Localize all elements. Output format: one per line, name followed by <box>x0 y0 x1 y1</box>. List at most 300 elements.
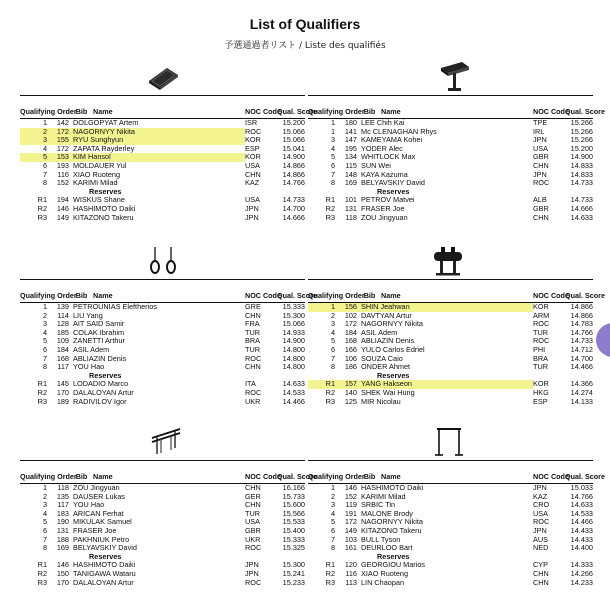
table-row <box>20 544 305 553</box>
qual-score: 14.274 <box>570 388 593 397</box>
table-row <box>20 119 305 128</box>
order-cell: R3 <box>325 397 335 406</box>
order-cell: 4 <box>42 509 47 518</box>
qual-score: 14.800 <box>282 345 305 354</box>
table-row <box>20 510 305 519</box>
bib-cell: 161 <box>344 544 357 553</box>
athlete-name: BELYAVSKIY David <box>73 544 137 553</box>
order-cell: 1 <box>330 484 335 492</box>
athlete-name: YULO Carlos Edriel <box>361 345 425 354</box>
table-row <box>308 320 593 329</box>
bib-cell: 166 <box>344 345 357 354</box>
bib-cell: 180 <box>344 119 357 127</box>
qualifier-table-horizontal-bar <box>308 460 605 587</box>
noc-code: CHN <box>245 311 261 320</box>
table-row <box>308 398 593 407</box>
order-cell: 1 <box>330 119 335 127</box>
order-cell: 7 <box>42 354 47 363</box>
bib-cell: 131 <box>344 204 357 213</box>
table-row <box>308 153 593 162</box>
athlete-name: KARIMI Milad <box>73 179 118 188</box>
qual-score: 14.700 <box>570 354 593 363</box>
order-cell: R1 <box>325 196 335 205</box>
noc-code: CYP <box>533 561 549 570</box>
qualifier-table-pommel-horse <box>308 279 605 406</box>
athlete-name: DALALOYAN Artur <box>73 388 134 397</box>
athlete-name: KARIMI Milad <box>361 492 406 501</box>
order-cell: 3 <box>330 320 335 329</box>
qual-score: 14.833 <box>570 161 593 170</box>
bib-cell: 168 <box>56 354 69 363</box>
noc-code: JPN <box>245 561 259 570</box>
bib-cell: 103 <box>344 535 357 544</box>
col-header-noc: NOC Code <box>245 472 281 481</box>
order-cell: R3 <box>325 578 335 587</box>
order-cell: 5 <box>330 153 335 162</box>
noc-code: HKG <box>533 388 549 397</box>
bib-cell: 169 <box>56 544 69 553</box>
order-cell: R3 <box>325 213 335 222</box>
col-header-bib: Bib <box>75 472 88 481</box>
qual-score: 15.325 <box>282 544 305 553</box>
bib-cell: 141 <box>344 127 357 136</box>
order-cell: 2 <box>20 128 50 137</box>
qual-score: 14.783 <box>570 320 593 329</box>
noc-code: ROC <box>245 544 262 553</box>
qual-score: 14.866 <box>570 311 593 320</box>
order-cell: R1 <box>308 380 338 389</box>
bib-cell: 185 <box>56 328 69 337</box>
athlete-name: NAGORNYY Nikita <box>72 128 245 137</box>
bib-cell: 172 <box>56 144 69 153</box>
bib-cell: 135 <box>56 492 69 501</box>
col-header-order: Qualifying Order <box>308 291 365 300</box>
table-row <box>20 380 305 389</box>
athlete-name: RADIVILOV Igor <box>73 397 127 406</box>
order-cell: 4 <box>330 328 335 337</box>
order-cell: 3 <box>42 501 47 510</box>
qual-score: 14.833 <box>570 170 593 179</box>
table-row <box>308 493 593 502</box>
col-header-order: Qualifying Order <box>20 107 77 116</box>
athlete-name: HASHIMOTO Daiki <box>73 561 136 570</box>
noc-code: NED <box>533 544 549 553</box>
noc-code: KAZ <box>533 492 548 501</box>
qual-score: 16.166 <box>282 484 305 492</box>
athlete-name: MIKULAK Samuel <box>73 518 132 527</box>
bib-cell: 114 <box>57 311 69 320</box>
col-header-score: Qual. Score <box>277 107 317 116</box>
athlete-name: LIU Yang <box>73 311 103 320</box>
col-header-bib: Bib <box>363 107 376 116</box>
athlete-name: YOU Hao <box>73 501 105 510</box>
noc-code: JPN <box>533 170 547 179</box>
table-header <box>20 95 317 119</box>
table-row <box>308 510 593 519</box>
qual-score: 15.200 <box>282 119 305 127</box>
noc-code: TUR <box>533 363 548 372</box>
noc-code: USA <box>245 161 261 170</box>
qual-score: 14.800 <box>282 363 305 372</box>
table-row <box>308 312 593 321</box>
bib-cell: 153 <box>50 153 72 162</box>
table-row <box>308 355 593 364</box>
bib-cell: 146 <box>56 561 69 570</box>
noc-code: TUR <box>245 345 260 354</box>
col-header-order: Qualifying Order <box>20 472 77 481</box>
table-row <box>20 493 305 502</box>
qual-score: 15.333 <box>282 303 305 311</box>
col-header-bib: Bib <box>363 291 376 300</box>
bib-cell: 142 <box>56 119 69 127</box>
qual-score: 15.233 <box>282 578 305 587</box>
bib-cell: 131 <box>56 526 69 535</box>
bib-cell: 149 <box>344 526 357 535</box>
athlete-name: KITAZONO Takeru <box>361 526 422 535</box>
qual-score: 14.466 <box>282 397 305 406</box>
table-row <box>20 355 305 364</box>
qual-score: 14.633 <box>282 380 305 389</box>
table-row <box>20 329 305 338</box>
table-row <box>308 544 593 553</box>
bib-cell: 195 <box>344 144 357 153</box>
order-cell: 8 <box>330 363 335 372</box>
order-cell: 7 <box>42 170 47 179</box>
noc-code: USA <box>245 196 261 205</box>
order-cell: 1 <box>42 303 47 311</box>
athlete-name: KITAZONO Takeru <box>73 213 134 222</box>
qual-score: 14.133 <box>570 397 593 406</box>
order-cell: 5 <box>330 518 335 527</box>
athlete-name: YOU Hao <box>73 363 105 372</box>
athlete-name: ONDER Ahmet <box>361 363 411 372</box>
bib-cell: 170 <box>56 578 69 587</box>
bib-cell: 194 <box>56 196 69 205</box>
bib-cell: 186 <box>344 363 357 372</box>
table-row <box>20 346 305 355</box>
bib-cell: 172 <box>344 320 357 329</box>
col-header-score: Qual. Score <box>565 107 605 116</box>
bib-cell: 125 <box>344 397 357 406</box>
noc-code: CRO <box>533 501 550 510</box>
noc-code: JPN <box>533 136 547 145</box>
table-row <box>20 389 305 398</box>
order-cell: 2 <box>330 311 335 320</box>
bib-cell: 172 <box>50 128 72 137</box>
noc-code: KOR <box>533 380 549 389</box>
qual-score: 14.233 <box>570 578 593 587</box>
athlete-name: DALALOYAN Artur <box>73 578 134 587</box>
table-header <box>20 279 317 303</box>
order-cell: 8 <box>330 179 335 188</box>
col-header-noc: NOC Code <box>533 291 569 300</box>
noc-code: ROC <box>245 127 262 136</box>
order-cell: 3 <box>330 136 335 145</box>
qual-score: 14.733 <box>570 196 593 205</box>
noc-code: TUR <box>245 328 260 337</box>
bib-cell: 172 <box>344 518 357 527</box>
edit-fab-button[interactable] <box>596 323 610 357</box>
order-cell: 5 <box>42 337 47 346</box>
qual-score: 14.266 <box>570 569 593 578</box>
athlete-name: DAUSER Lukas <box>73 492 125 501</box>
table-row <box>308 389 593 398</box>
table-row <box>20 179 305 188</box>
athlete-name: RYU Sunghyun <box>72 136 245 145</box>
table-row <box>308 136 593 145</box>
order-cell: 5 <box>42 518 47 527</box>
col-header-bib: Bib <box>75 107 88 116</box>
noc-code: UKR <box>245 535 261 544</box>
athlete-name: HASHIMOTO Daiki <box>361 484 424 492</box>
bib-cell: 134 <box>344 153 357 162</box>
order-cell: R1 <box>37 561 47 570</box>
bib-cell: 116 <box>345 569 357 578</box>
noc-code: GER <box>245 492 261 501</box>
col-header-name: Name <box>93 291 113 300</box>
floor-exercise-icon <box>146 65 180 91</box>
noc-code: TPE <box>533 119 548 127</box>
noc-code: ROC <box>245 578 262 587</box>
order-cell: 4 <box>42 144 47 153</box>
athlete-name: YODER Alec <box>361 144 403 153</box>
table-row <box>20 196 305 205</box>
order-cell: R1 <box>325 561 335 570</box>
noc-code: GBR <box>533 204 549 213</box>
athlete-name: ZAPATA Rayderley <box>73 144 135 153</box>
qualifier-table-floor-exercise <box>20 95 317 222</box>
bib-cell: 156 <box>338 303 360 312</box>
athlete-name: ZANETTI Arthur <box>73 337 125 346</box>
col-header-score: Qual. Score <box>277 472 317 481</box>
noc-code: CHN <box>533 578 549 587</box>
qualifier-table-vault <box>308 95 605 222</box>
athlete-name: WHITLOCK Max <box>361 153 416 162</box>
athlete-name: LIN Chaopan <box>361 578 405 587</box>
order-cell: 6 <box>330 161 335 170</box>
noc-code: ROC <box>533 337 550 346</box>
order-cell: 1 <box>308 303 338 312</box>
qual-score: 15.333 <box>282 535 305 544</box>
qual-score: 14.466 <box>570 363 593 372</box>
table-row <box>308 501 593 510</box>
noc-code: ROC <box>245 388 262 397</box>
qual-score: 15.241 <box>282 569 305 578</box>
order-cell: 8 <box>42 544 47 553</box>
athlete-name: KAMEYAMA Kohei <box>361 136 423 145</box>
order-cell: 2 <box>330 492 335 501</box>
table-row <box>20 363 305 372</box>
bib-cell: 147 <box>344 136 357 145</box>
noc-code: GBR <box>245 526 261 535</box>
athlete-name: FRASER Joe <box>73 526 117 535</box>
order-cell: 6 <box>330 526 335 535</box>
qual-score: 14.666 <box>282 213 305 222</box>
athlete-name: MOLDAUER Yul <box>73 161 127 170</box>
bib-cell: 118 <box>345 213 357 222</box>
qual-score: 14.466 <box>570 518 593 527</box>
order-cell: 7 <box>330 170 335 179</box>
order-cell: R3 <box>37 397 47 406</box>
table-row <box>20 171 305 180</box>
qual-score: 14.633 <box>570 501 593 510</box>
noc-code: ROC <box>533 320 550 329</box>
table-row <box>20 337 305 346</box>
bib-cell: 102 <box>344 311 357 320</box>
noc-code: CHN <box>245 363 261 372</box>
noc-code: ISR <box>245 119 258 127</box>
noc-code: BRA <box>245 337 261 346</box>
noc-code: CHN <box>245 484 261 492</box>
noc-code: GBR <box>533 153 549 162</box>
bib-cell: 113 <box>345 578 357 587</box>
noc-code: ALB <box>533 196 547 205</box>
noc-code: FRA <box>245 320 260 329</box>
bib-cell: 101 <box>344 196 357 205</box>
qual-score: 14.766 <box>282 179 305 188</box>
athlete-name: TANIGAWA Wataru <box>73 569 136 578</box>
qual-score: 14.733 <box>282 196 305 205</box>
qual-score: 14.666 <box>570 204 593 213</box>
table-row <box>308 214 593 223</box>
table-row <box>308 179 593 188</box>
order-cell: 3 <box>42 320 47 329</box>
order-cell: R2 <box>325 204 335 213</box>
col-header-bib: Bib <box>363 472 376 481</box>
bib-cell: 184 <box>344 328 357 337</box>
athlete-name: MIR Nicolau <box>361 397 401 406</box>
athlete-name: BELYAVSKIY David <box>361 179 425 188</box>
qual-score: 15.266 <box>570 127 593 136</box>
bib-cell: 169 <box>344 179 357 188</box>
noc-code: CHN <box>245 501 261 510</box>
vault-icon <box>438 60 472 94</box>
bib-cell: 193 <box>56 161 69 170</box>
order-cell: 5 <box>330 337 335 346</box>
bib-cell: 188 <box>56 535 69 544</box>
noc-code: CHN <box>533 569 549 578</box>
qual-score: 14.900 <box>282 337 305 346</box>
athlete-name: SOUZA Caio <box>361 354 403 363</box>
athlete-name: PETROV Matvei <box>361 196 415 205</box>
order-cell: 6 <box>42 345 47 354</box>
qual-score: 14.866 <box>282 161 305 170</box>
qual-score: 14.800 <box>282 354 305 363</box>
qual-score: 14.866 <box>570 303 593 311</box>
table-row <box>308 337 593 346</box>
pommel-horse-icon <box>432 245 464 277</box>
table-header <box>308 460 605 484</box>
qual-score: 14.433 <box>570 535 593 544</box>
athlete-name: GEORGIOU Marios <box>361 561 426 570</box>
qual-score: 14.533 <box>282 388 305 397</box>
qual-score: 15.066 <box>282 127 305 136</box>
table-row <box>308 329 593 338</box>
noc-code: IRL <box>533 127 545 136</box>
bib-cell: 128 <box>56 320 69 329</box>
bib-cell: 189 <box>56 397 69 406</box>
noc-code: UKR <box>245 397 261 406</box>
bib-cell: 149 <box>56 213 69 222</box>
athlete-name: DOLGOPYAT Artem <box>73 119 139 127</box>
table-row <box>20 312 305 321</box>
order-cell: 6 <box>42 161 47 170</box>
col-header-score: Qual. Score <box>277 291 317 300</box>
order-cell: 1 <box>42 484 47 492</box>
order-cell: 3 <box>330 501 335 510</box>
bib-cell: 157 <box>338 380 360 389</box>
order-cell: R2 <box>37 204 47 213</box>
qual-score: 15.041 <box>282 144 305 153</box>
col-header-score: Qual. Score <box>565 291 605 300</box>
noc-code: ESP <box>533 397 548 406</box>
athlete-name: COLAK Ibrahim <box>73 328 125 337</box>
col-header-noc: NOC Code <box>533 107 569 116</box>
parallel-bars-icon <box>149 426 183 456</box>
athlete-name: FRASER Joe <box>361 204 405 213</box>
athlete-name: AIT SAID Samir <box>73 320 125 329</box>
table-row <box>308 346 593 355</box>
athlete-name: KIM Hansol <box>72 153 245 162</box>
order-cell: R3 <box>37 213 47 222</box>
table-row <box>308 363 593 372</box>
table-row <box>20 484 305 493</box>
noc-code: ROC <box>245 354 262 363</box>
bib-cell: 117 <box>57 501 69 510</box>
bib-cell: 106 <box>344 354 357 363</box>
bib-cell: 146 <box>344 484 357 492</box>
col-header-order: Qualifying Order <box>308 107 365 116</box>
order-cell: 3 <box>20 136 50 145</box>
athlete-name: DEURLOO Bart <box>361 544 413 553</box>
qual-score: 14.433 <box>570 526 593 535</box>
noc-code: PHI <box>533 345 546 354</box>
table-row <box>308 518 593 527</box>
athlete-name: ABLIAZIN Denis <box>73 354 127 363</box>
noc-code: TUR <box>533 328 548 337</box>
col-header-noc: NOC Code <box>533 472 569 481</box>
bib-cell: 140 <box>344 388 357 397</box>
athlete-name: BULL Tyson <box>361 535 401 544</box>
qual-score: 14.533 <box>570 509 593 518</box>
col-header-noc: NOC Code <box>245 291 281 300</box>
table-row <box>308 205 593 214</box>
bib-cell: 152 <box>56 179 69 188</box>
bib-cell: 168 <box>344 337 357 346</box>
qual-score: 15.300 <box>282 311 305 320</box>
table-row <box>308 196 593 205</box>
qual-score: 14.700 <box>282 204 305 213</box>
noc-code: KAZ <box>245 179 260 188</box>
qual-score: 14.766 <box>570 492 593 501</box>
order-cell: R2 <box>37 569 47 578</box>
noc-code: KOR <box>245 136 261 145</box>
qualifier-table-parallel-bars <box>20 460 317 587</box>
order-cell: 4 <box>330 144 335 153</box>
order-cell: R1 <box>37 196 47 205</box>
order-cell: R2 <box>37 388 47 397</box>
order-cell: 7 <box>42 535 47 544</box>
qual-score: 14.733 <box>570 179 593 188</box>
athlete-name: DAVTYAN Artur <box>361 311 412 320</box>
order-cell: 5 <box>20 153 50 162</box>
table-row <box>20 145 305 154</box>
table-row <box>20 536 305 545</box>
noc-code: ESP <box>245 144 260 153</box>
table-row <box>308 527 593 536</box>
noc-code: USA <box>533 509 549 518</box>
bib-cell: 119 <box>345 501 357 510</box>
